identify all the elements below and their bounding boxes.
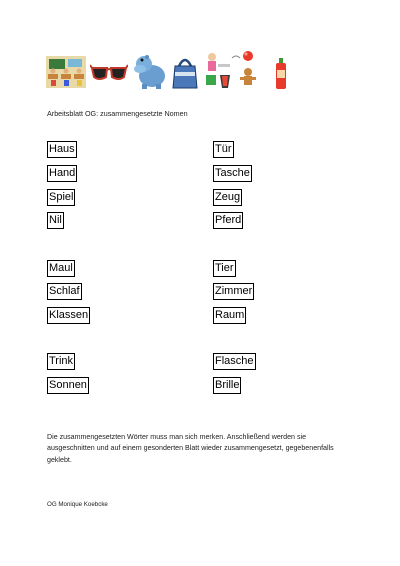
- word-card-tier: Tier: [213, 260, 236, 277]
- picture-strip: [46, 50, 300, 92]
- word-card-zimmer: Zimmer: [213, 283, 254, 300]
- word-card-hand: Hand: [47, 165, 77, 182]
- worksheet-title: Arbeitsblatt OG: zusammengesetzte Nomen: [47, 109, 188, 118]
- sunglasses-picture: [90, 62, 128, 84]
- word-card-sonnen: Sonnen: [47, 377, 89, 394]
- word-card-raum: Raum: [213, 307, 246, 324]
- word-card-tasche: Tasche: [213, 165, 252, 182]
- word-card-maul: Maul: [47, 260, 75, 277]
- word-card-brille: Brille: [213, 377, 241, 394]
- word-card-schlaf: Schlaf: [47, 283, 82, 300]
- word-card-tuer: Tür: [213, 141, 234, 158]
- word-card-haus: Haus: [47, 141, 77, 158]
- instructions-text: Die zusammengesetzten Wörter muss man sich merken. Anschließend werden sie ausgeschnitten und auf einem gesonderten Blatt wieder zusammengesetzt, gegebenenfalls geklebt.: [47, 433, 334, 464]
- word-card-trink: Trink: [47, 353, 75, 370]
- word-card-klassen: Klassen: [47, 307, 90, 324]
- word-card-zeug: Zeug: [213, 189, 242, 206]
- classroom-picture: [46, 56, 86, 88]
- author-line: OG Monique Koebcke: [47, 501, 108, 508]
- toys-picture: [202, 50, 266, 92]
- word-card-pferd: Pferd: [213, 212, 243, 229]
- word-card-nil: Nil: [47, 212, 64, 229]
- word-card-spiel: Spiel: [47, 189, 75, 206]
- drinking-bottle-picture: [274, 58, 288, 90]
- handbag-picture: [172, 52, 198, 90]
- hippo-picture: [132, 52, 168, 90]
- word-card-flasche: Flasche: [213, 353, 256, 370]
